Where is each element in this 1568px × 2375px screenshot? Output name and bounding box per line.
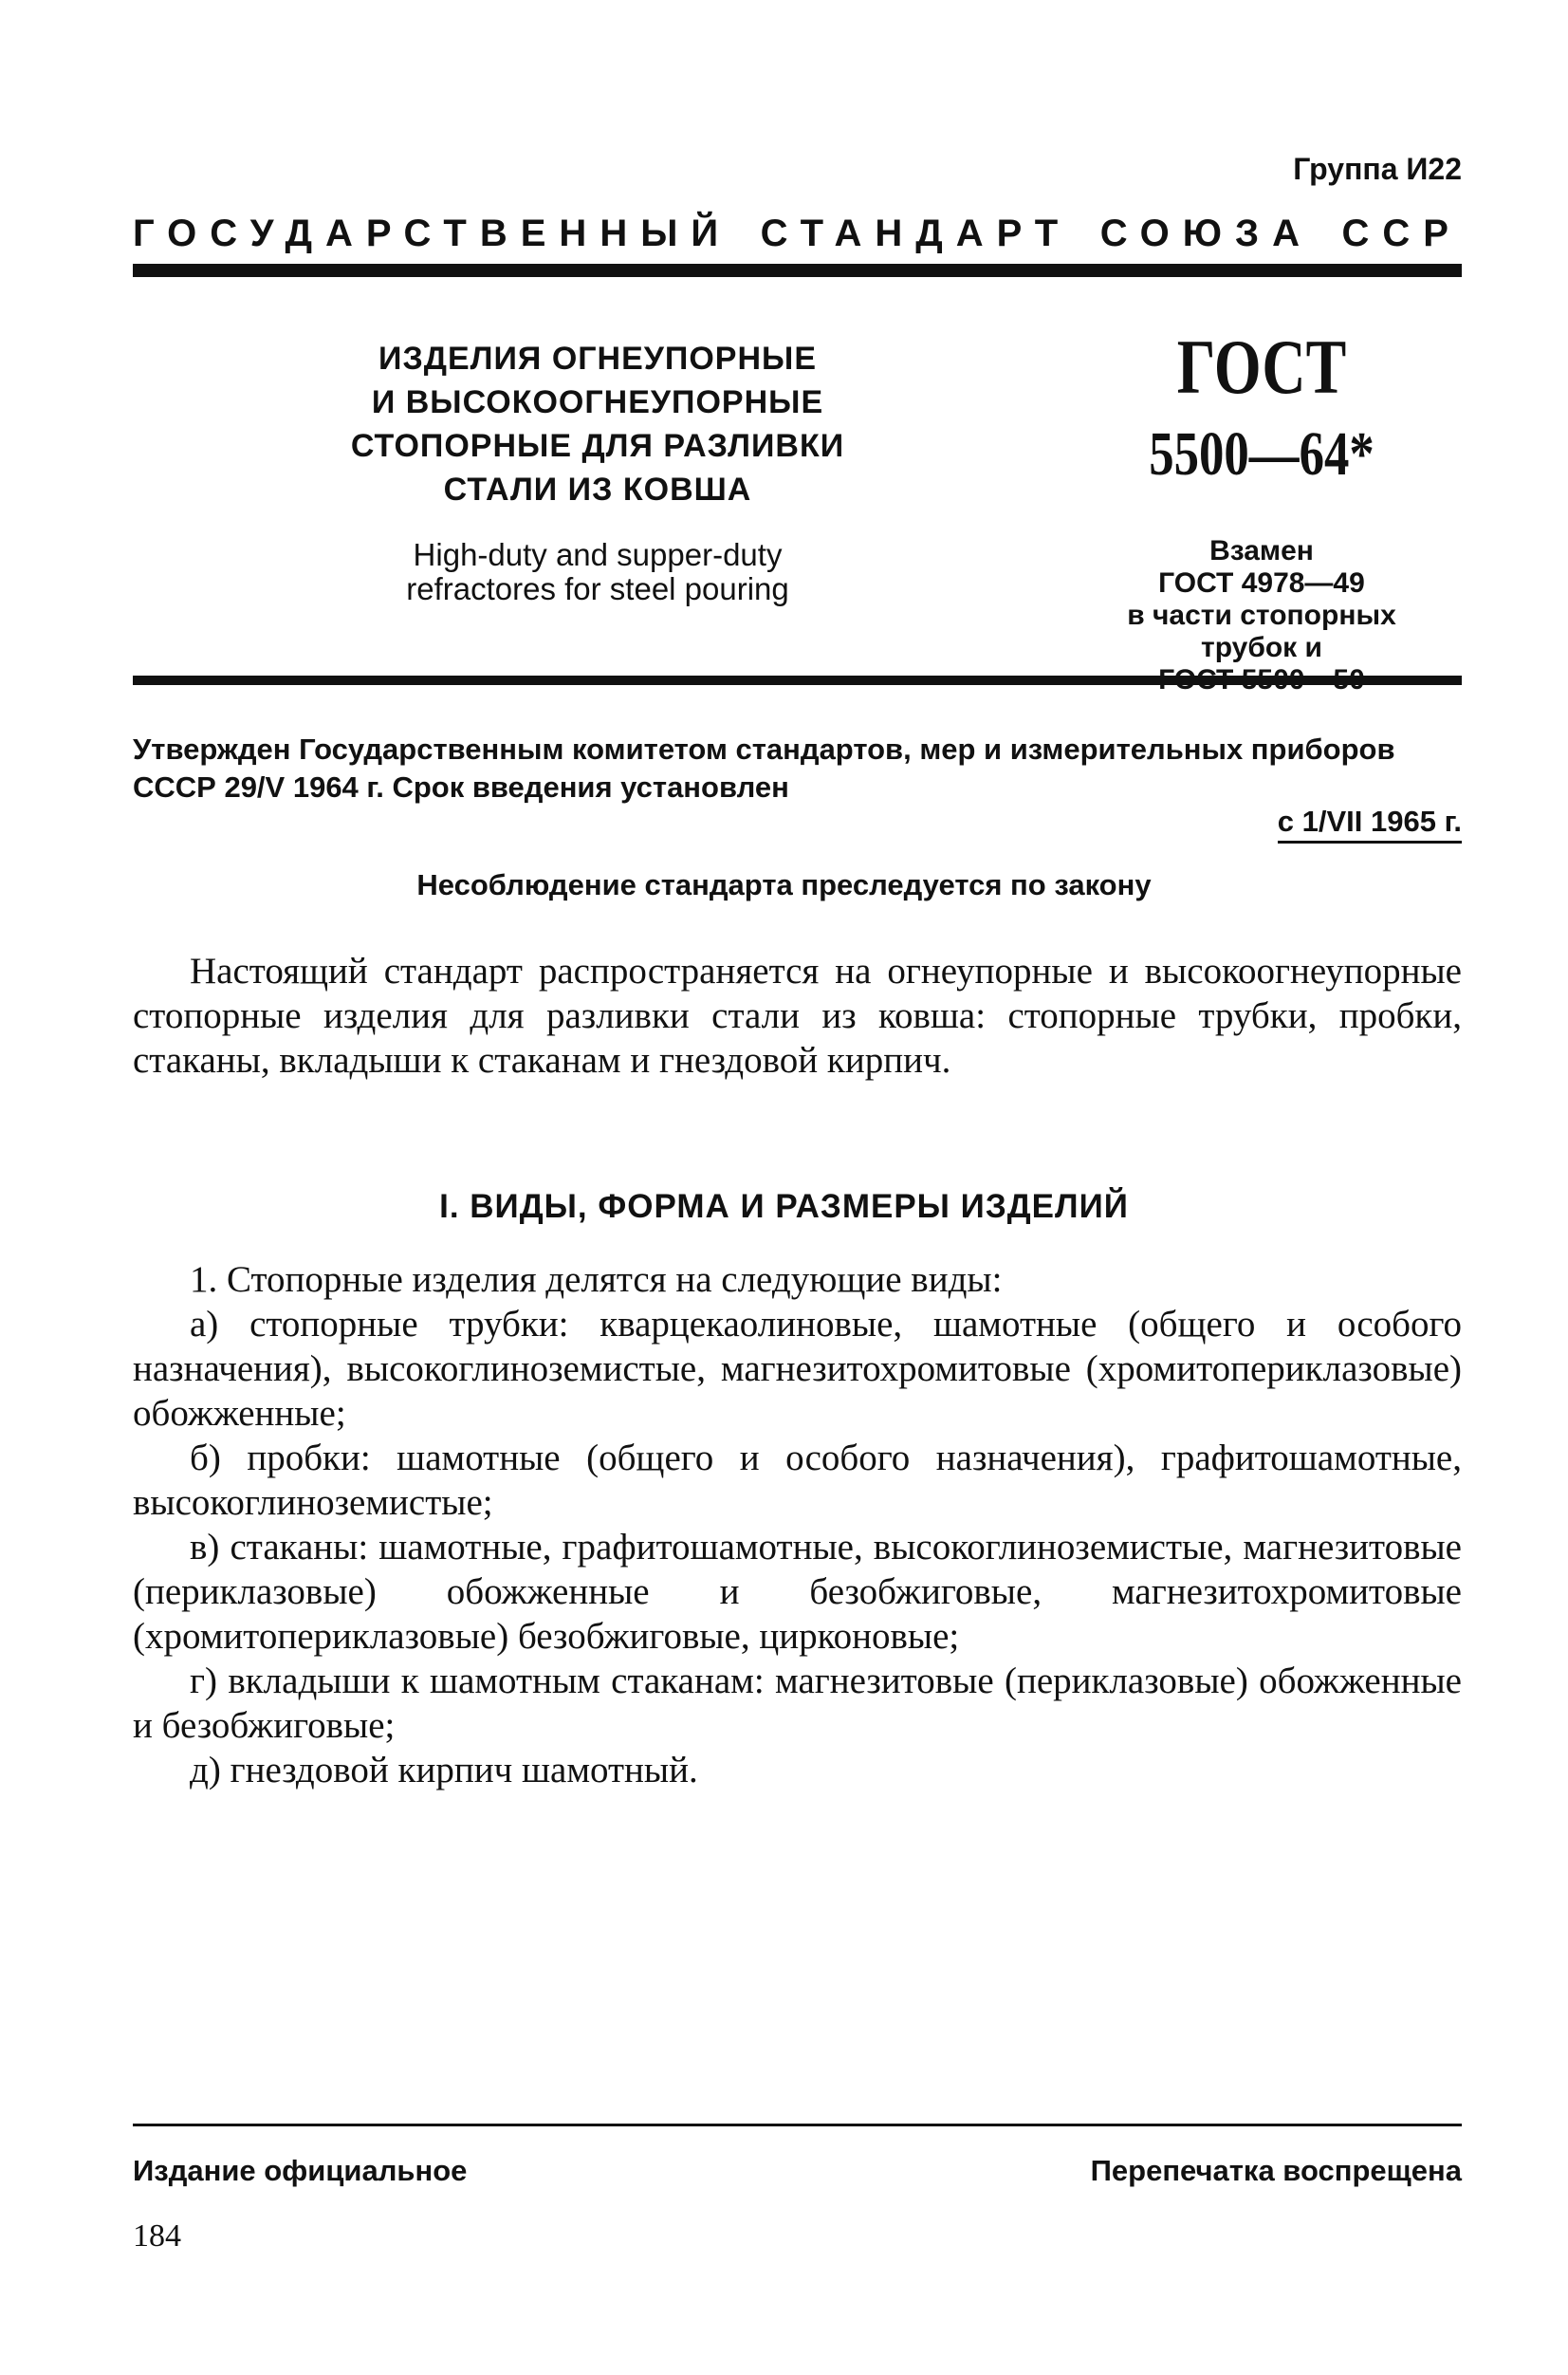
effective-date: с 1/VII 1965 г. bbox=[1278, 805, 1462, 844]
title-line: И ВЫСОКООГНЕУПОРНЫЕ bbox=[371, 384, 824, 420]
list-item: в) стаканы: шамотные, графитошамотные, высокоглиноземистые, магнезитовые (периклазовые) обожженные и безобжиговые, магнезитохромитовые (хромитопериклазовые) безобжиговые, цирконовые; bbox=[133, 1527, 1462, 1657]
title-english bbox=[304, 538, 892, 606]
state-standard-header bbox=[133, 213, 1462, 255]
gost-block bbox=[1062, 323, 1461, 696]
title-line: ИЗДЕЛИЯ ОГНЕУПОРНЫЕ bbox=[378, 341, 817, 377]
violation-notice: Несоблюдение стандарта преследуется по закону bbox=[416, 868, 1152, 901]
gost-number: 5500—64* bbox=[1149, 419, 1374, 489]
header-word: ГОСУДАРСТВЕННЫЙ bbox=[133, 213, 732, 254]
title-line: СТАЛИ ИЗ КОВША bbox=[443, 472, 752, 508]
header-word: ССР bbox=[1341, 213, 1462, 254]
product-types-list bbox=[133, 1257, 1462, 1792]
group-label: Группа И22 bbox=[1293, 152, 1462, 186]
title-line: High-duty and supper-duty bbox=[413, 537, 783, 572]
title-line: refractores for steel pouring bbox=[406, 571, 789, 606]
replaces-line: Взамен bbox=[1209, 535, 1314, 566]
reprint-prohibited-note: Перепечатка воспрещена bbox=[1090, 2154, 1462, 2187]
title-rule bbox=[133, 676, 1462, 685]
title-line: СТОПОРНЫЕ ДЛЯ РАЗЛИВКИ bbox=[350, 428, 845, 464]
list-item: г) вкладыши к шамотным стаканам: магнезитовые (периклазовые) обожженные и безобжиговые; bbox=[133, 1661, 1462, 1746]
footer-rule bbox=[133, 2124, 1462, 2126]
official-edition-note: Издание официальное bbox=[133, 2154, 468, 2187]
header-rule bbox=[133, 264, 1462, 277]
title-russian bbox=[304, 337, 892, 511]
gost-label: ГОСТ bbox=[1176, 324, 1347, 410]
replaces-line: в части стопорных bbox=[1127, 600, 1396, 631]
approval-text: Утвержден Государственным комитетом стандартов, мер и измерительных приборов СССР 29/V 1964 г. Срок введения установлен bbox=[133, 733, 1395, 804]
list-item: д) гнездовой кирпич шамотный. bbox=[190, 1750, 698, 1791]
replaces-line: трубок и bbox=[1201, 632, 1322, 663]
list-item: б) пробки: шамотные (общего и особого назначения), графитошамотные, высокоглиноземистые; bbox=[133, 1438, 1462, 1523]
header-word: СТАНДАРТ bbox=[760, 213, 1072, 254]
list-item: а) стопорные трубки: кварцекаолиновые, шамотные (общего и особого назначения), высокоглиноземистые, магнезитохромитовые (хромитопериклазовые) обожженные; bbox=[133, 1304, 1462, 1434]
intro-paragraph: Настоящий стандарт распространяется на огнеупорные и высокоогнеупорные стопорные изделия для разливки стали из ковша: стопорные трубки, пробки, стаканы, вкладыши к стаканам и гнездовой кирпич. bbox=[133, 951, 1462, 1081]
header-word: СОЮЗА bbox=[1099, 213, 1313, 254]
list-item: 1. Стопорные изделия делятся на следующие виды: bbox=[190, 1259, 1003, 1300]
section-title: I. ВИДЫ, ФОРМА И РАЗМЕРЫ ИЗДЕЛИЙ bbox=[439, 1188, 1129, 1225]
title-block bbox=[304, 337, 892, 606]
page-number: 184 bbox=[133, 2218, 181, 2254]
replaces-note bbox=[1062, 535, 1461, 696]
replaces-line: ГОСТ 4978—49 bbox=[1158, 567, 1365, 599]
